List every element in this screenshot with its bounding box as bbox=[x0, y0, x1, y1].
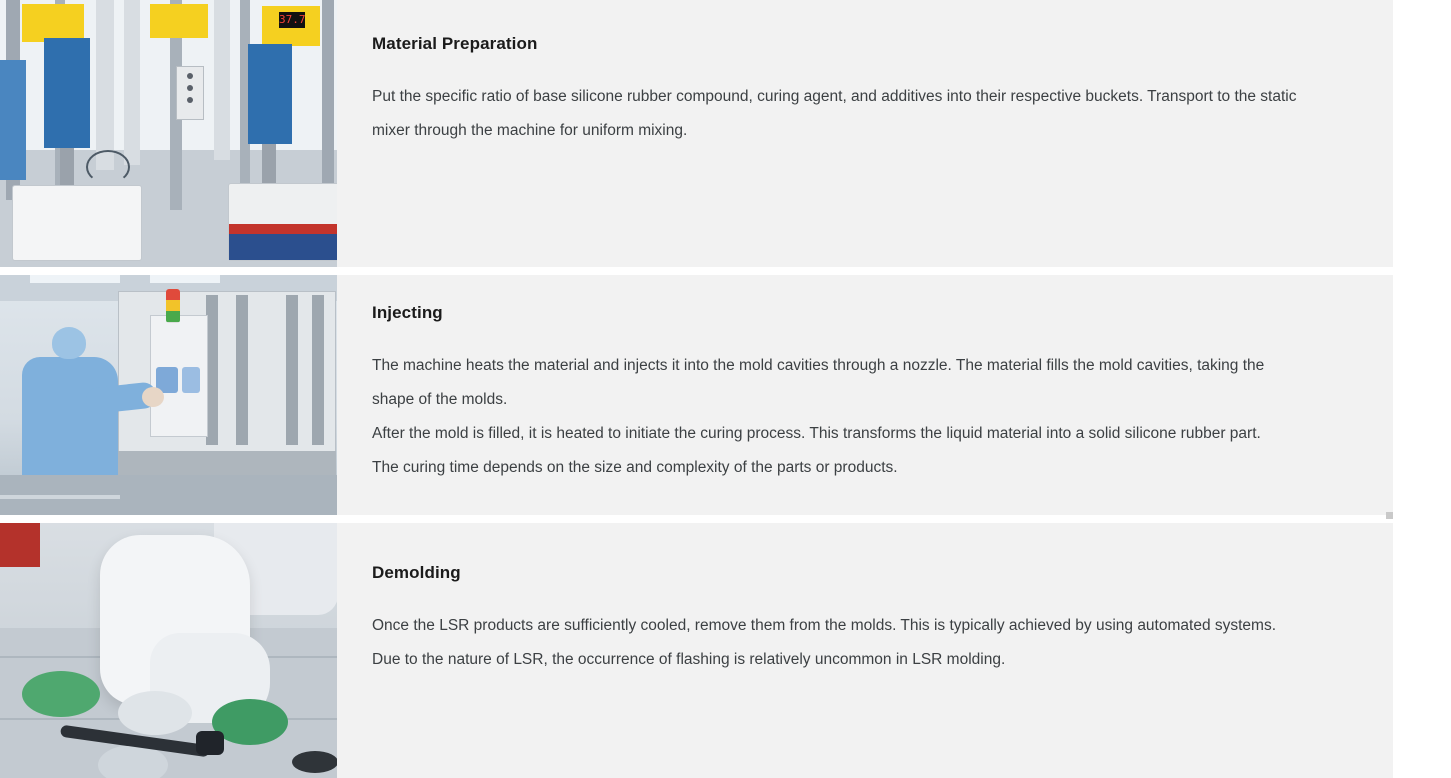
step-text-injecting bbox=[337, 275, 1393, 515]
demolding-tool-head bbox=[196, 731, 224, 755]
operator-head bbox=[52, 327, 86, 359]
scroll-indicator[interactable] bbox=[1386, 512, 1393, 519]
digital-readout: 37.7 bbox=[279, 13, 306, 26]
blue-pump-body bbox=[44, 38, 90, 148]
mixing-machine-illustration bbox=[0, 0, 337, 267]
tie-bar bbox=[286, 295, 298, 445]
tie-bar bbox=[236, 295, 248, 445]
hydraulic-cylinder bbox=[124, 0, 140, 165]
machine-frame-column bbox=[322, 0, 334, 200]
process-step-material-preparation bbox=[0, 0, 1393, 267]
molded-part-green bbox=[22, 671, 100, 717]
material-bucket bbox=[228, 183, 337, 261]
material-bucket bbox=[12, 185, 142, 261]
hose bbox=[86, 150, 130, 184]
tie-bar bbox=[312, 295, 324, 445]
hydraulic-cylinder bbox=[214, 0, 230, 160]
hydraulic-cylinder bbox=[96, 0, 114, 170]
blue-pump-body bbox=[248, 44, 292, 144]
mold-cavity-ring bbox=[292, 751, 337, 773]
step-text-demolding bbox=[337, 523, 1393, 778]
bucket-label bbox=[229, 234, 337, 260]
yellow-housing bbox=[150, 4, 208, 38]
step-title: Injecting bbox=[372, 303, 443, 322]
step-paragraph: After the mold is filled, it is heated to initiate the curing process. This transforms the liquid material into a solid silicone rubber part. The curing time depends on the size and complexity of the parts or products. bbox=[372, 425, 1261, 476]
red-background-strip bbox=[0, 523, 40, 567]
ceiling-lamp bbox=[150, 275, 220, 283]
step-title: Material Preparation bbox=[372, 34, 538, 53]
ceiling-lamp bbox=[30, 275, 120, 283]
step-body bbox=[372, 609, 1363, 677]
operator-hand bbox=[142, 387, 164, 407]
step-title: Demolding bbox=[372, 563, 461, 582]
step-paragraph: The machine heats the material and injects it into the mold cavities through a nozzle. The material fills the mold cavities, taking the shape of the molds. bbox=[372, 357, 1265, 408]
step-image-injecting bbox=[0, 275, 337, 515]
blue-control-box bbox=[0, 60, 26, 180]
control-panel bbox=[176, 66, 204, 120]
yellow-housing bbox=[22, 4, 84, 42]
step-paragraph: Put the specific ratio of base silicone rubber compound, curing agent, and additives into their respective buckets. Transport to the static mixer through the machine for uniform mixing. bbox=[372, 88, 1297, 139]
process-step-demolding bbox=[0, 523, 1393, 778]
step-body bbox=[372, 80, 1363, 148]
signal-tower-light bbox=[166, 289, 180, 323]
injection-machine-illustration bbox=[0, 275, 337, 515]
bucket-label-stripe bbox=[229, 224, 337, 234]
feed-nozzle bbox=[262, 144, 276, 186]
molded-part bbox=[118, 691, 192, 735]
touch-panel bbox=[182, 367, 200, 393]
step-paragraph: Once the LSR products are sufficiently cooled, remove them from the molds. This is typically achieved by using automated systems. Due to the nature of LSR, the occurrence of flashing is relatively uncommon in LSR molding. bbox=[372, 617, 1277, 668]
step-image-demolding bbox=[0, 523, 337, 778]
feed-nozzle bbox=[60, 148, 74, 188]
process-step-injecting bbox=[0, 275, 1393, 515]
floor-marking bbox=[0, 495, 120, 499]
step-text-material-preparation bbox=[337, 0, 1393, 267]
step-image-material-preparation bbox=[0, 0, 337, 267]
demolding-illustration bbox=[0, 523, 337, 778]
step-body bbox=[372, 349, 1363, 485]
